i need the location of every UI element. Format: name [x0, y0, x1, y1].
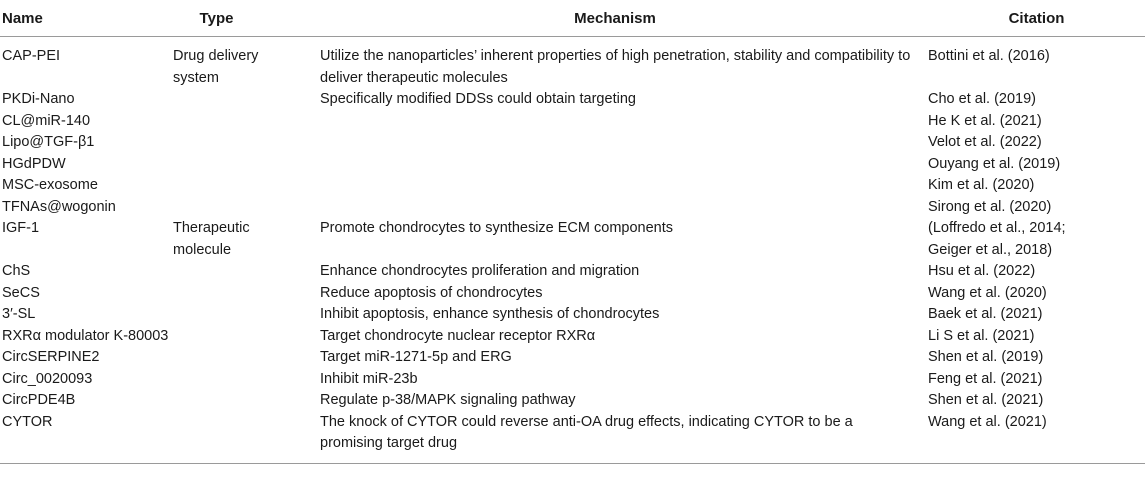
name-cell: HGdPDW [2, 155, 66, 172]
header-name: Name [0, 0, 173, 37]
citation-cell: Velot et al. (2022) [928, 134, 1042, 150]
type-cell [173, 283, 320, 305]
mechanism-cell [320, 132, 928, 154]
table-body [0, 37, 1145, 464]
name-cell: 3′-SL [2, 306, 36, 322]
table-row [0, 369, 1145, 391]
citation-cell: Shen et al. (2021) [928, 392, 1044, 408]
type-cell [173, 261, 320, 283]
citation-cell: Shen et al. (2019) [928, 349, 1044, 365]
type-cell [173, 154, 320, 176]
mechanism-cell: Target chondrocyte nuclear receptor RXRα [320, 327, 596, 344]
type-cell: Drug delivery system [173, 48, 259, 86]
mechanism-cell: Inhibit apoptosis, enhance synthesis of chondrocytes [320, 306, 660, 322]
type-cell [173, 412, 320, 464]
mechanism-cell [320, 154, 928, 176]
citation-cell: Baek et al. (2021) [928, 306, 1043, 322]
type-cell [173, 197, 320, 219]
name-cell: SeCS [2, 284, 40, 301]
table-row [0, 154, 1145, 176]
type-cell [173, 111, 320, 133]
type-cell [173, 89, 320, 111]
table-row [0, 37, 1145, 90]
table-row [0, 326, 1145, 348]
table-row [0, 132, 1145, 154]
name-cell: CircSERPINE2 [2, 349, 100, 365]
table-row [0, 261, 1145, 283]
table-row [0, 304, 1145, 326]
citation-cell: He K et al. (2021) [928, 112, 1042, 129]
type-cell [173, 390, 320, 412]
name-cell: TFNAs@wogonin [2, 198, 116, 215]
name-cell: PKDi-Nano [2, 91, 75, 107]
mechanism-cell: Promote chondrocytes to synthesize ECM components [320, 220, 673, 236]
header-type: Type [173, 0, 320, 37]
mechanism-cell: Target miR-1271-5p and ERG [320, 349, 512, 365]
type-cell [173, 175, 320, 197]
table-row [0, 197, 1145, 219]
name-cell: CYTOR [0, 412, 173, 464]
table-row [0, 347, 1145, 369]
name-cell: RXRα modulator K-80003 [2, 327, 169, 344]
type-cell [173, 326, 320, 348]
mechanism-cell: Inhibit miR-23b [320, 370, 418, 387]
name-cell: MSC-exosome [2, 177, 98, 193]
mechanism-cell [320, 197, 928, 219]
citation-cell: Cho et al. (2019) [928, 91, 1037, 107]
citation-cell: Hsu et al. (2022) [928, 263, 1036, 279]
citation-cell: Kim et al. (2020) [928, 177, 1035, 193]
citation-cell: Ouyang et al. (2019) [928, 155, 1061, 172]
header-row [0, 0, 1145, 37]
citation-cell: (Loffredo et al., 2014; Geiger et al., 2018) [928, 220, 1066, 258]
mechanism-cell [320, 175, 928, 197]
citation-cell: Wang et al. (2020) [928, 284, 1047, 301]
type-cell: Therapeutic molecule [173, 220, 250, 258]
table-row [0, 111, 1145, 133]
mechanism-cell: Regulate p-38/MAPK signaling pathway [320, 392, 576, 408]
table-row [0, 390, 1145, 412]
citation-cell: Wang et al. (2021) [928, 412, 1145, 464]
mechanism-cell: Utilize the nanoparticles’ inherent properties of high penetration, stability and compatibility to deliver therapeutic molecules [320, 48, 911, 86]
type-cell [173, 347, 320, 369]
name-cell: CAP-PEI [2, 48, 61, 64]
mechanism-cell: Enhance chondrocytes proliferation and migration [320, 263, 640, 279]
type-cell [173, 304, 320, 326]
mechanism-cell: The knock of CYTOR could reverse anti-OA drug effects, indicating CYTOR to be a promising target drug [320, 412, 928, 464]
mechanism-cell: Reduce apoptosis of chondrocytes [320, 284, 543, 301]
table-row [0, 283, 1145, 305]
type-cell [173, 132, 320, 154]
name-cell: Circ_0020093 [2, 370, 93, 387]
name-cell: ChS [2, 263, 31, 279]
name-cell: IGF-1 [2, 220, 40, 236]
table-row [0, 175, 1145, 197]
name-cell: Lipo@TGF-β1 [2, 134, 95, 150]
citation-cell: Bottini et al. (2016) [928, 48, 1050, 64]
mechanism-cell [320, 111, 928, 133]
citation-cell: Li S et al. (2021) [928, 327, 1035, 344]
name-cell: CL@miR-140 [2, 112, 91, 129]
type-cell [173, 369, 320, 391]
header-mechanism: Mechanism [320, 0, 928, 37]
mechanism-cell: Specifically modified DDSs could obtain targeting [320, 91, 636, 107]
name-cell: CircPDE4B [2, 392, 76, 408]
table-row [0, 218, 1145, 261]
table-row [0, 89, 1145, 111]
citation-cell: Sirong et al. (2020) [928, 198, 1052, 215]
table-row [0, 412, 1145, 464]
citation-cell: Feng et al. (2021) [928, 370, 1043, 387]
header-citation: Citation [928, 0, 1145, 37]
